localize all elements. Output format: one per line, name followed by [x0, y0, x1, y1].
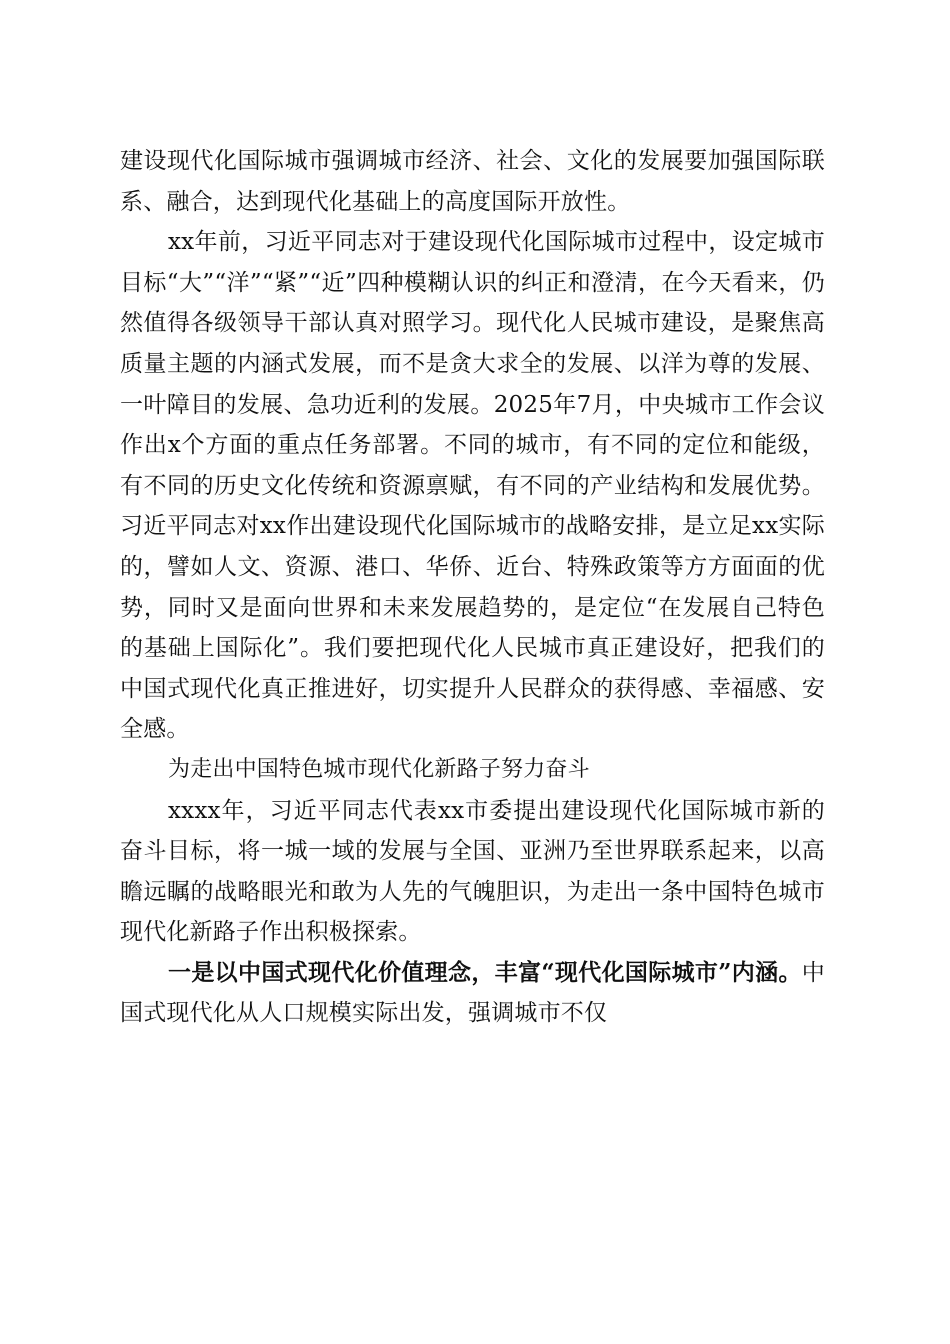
document-page [120, 141, 825, 1034]
point-one-lead: 一是以中国式现代化价值理念，丰富“现代化国际城市”内涵。 [168, 958, 802, 986]
point-one-text: 中国式现代化从人口规模实际出发，强调城市不仅 [120, 959, 825, 1027]
paragraph-intro: 建设现代化国际城市强调城市经济、社会、文化的发展要加强国际联系、融合，达到现代化基础上的高度国际开放性。 [120, 148, 825, 215]
paragraph-xxxx-year: xxxx年，习近平同志代表xx市委提出建设现代化国际城市新的奋斗目标，将一城一域的发展与全国、亚洲乃至世界联系起来，以高瞻远瞩的战略眼光和敢为人先的气魄胆识，为走出一条中国特色城市现代化新路子作出积极探索。 [120, 797, 825, 946]
paragraph-xx-years-ago: xx年前，习近平同志对于建设现代化国际城市过程中，设定城市目标“大”“洋”“紧”“近”四种模糊认识的纠正和澄清，在今天看来，仍然值得各级领导干部认真对照学习。现代化人民城市建设，是聚焦高质量主题的内涵式发展，而不是贪大求全的发展、以洋为尊的发展、一叶障目的发展、急功近利的发展。2025年7月，中央城市工作会议作出x个方面的重点任务部署。不同的城市，有不同的定位和能级，有不同的历史文化传统和资源禀赋，有不同的产业结构和发展优势。习近平同志对xx作出建设现代化国际城市的战略安排，是立足xx实际的，譬如人文、资源、港口、华侨、近台、特殊政策等方方面面的优势，同时又是面向世界和未来发展趋势的，是定位“在发展自己特色的基础上国际化”。我们要把现代化人民城市真正建设好，把我们的中国式现代化真正推进好，切实提升人民群众的获得感、幸福感、安全感。 [120, 229, 825, 743]
section-heading: 为走出中国特色城市现代化新路子努力奋斗 [168, 756, 590, 782]
paragraph-point-one [120, 953, 825, 1034]
